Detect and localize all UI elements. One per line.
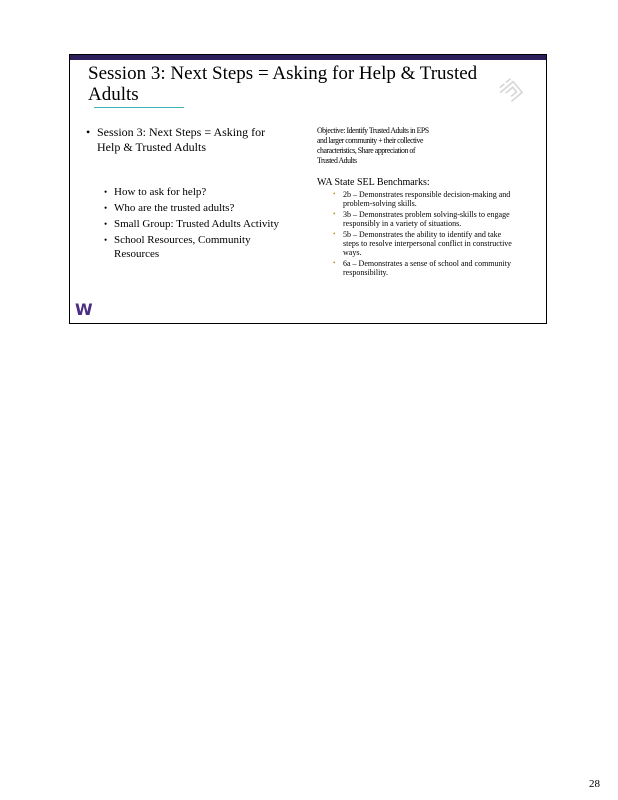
- left-column: [86, 125, 286, 263]
- list-item: • How to ask for help?: [104, 185, 286, 199]
- objective-text: Objective: Identify Trusted Adults in EPS and larger community + their collective characteristics, Share appreciation of Trusted Adults: [317, 125, 429, 165]
- list-item: • School Resources, Community Resources: [104, 233, 286, 261]
- sub-bullet-list: [104, 185, 286, 261]
- slide-thumbnail: [69, 54, 547, 324]
- slide-title-line-2: Adults: [88, 84, 139, 105]
- list-item: • Who are the trusted adults?: [104, 201, 286, 215]
- lead-bullet: • Session 3: Next Steps = Asking for Help & Trusted Adults: [86, 125, 286, 155]
- slide-top-bar: [70, 55, 546, 60]
- slide-title-line-1: Session 3: Next Steps = Asking for Help & Trusted: [88, 63, 478, 84]
- slide-title: [88, 63, 547, 105]
- page-number: 28: [589, 778, 600, 790]
- list-item: • 2b – Demonstrates responsible decision-making and problem-solving skills.: [333, 190, 513, 208]
- list-item: • Small Group: Trusted Adults Activity: [104, 217, 286, 231]
- list-item: • 5b – Demonstrates the ability to identify and take steps to resolve interpersonal conflict in constructive ways.: [333, 230, 513, 257]
- benchmark-list: [333, 190, 517, 277]
- list-item: • 6a – Demonstrates a sense of school and community responsibility.: [333, 259, 513, 277]
- right-column: [317, 125, 517, 279]
- uw-logo: W: [75, 300, 93, 319]
- title-underline: [94, 107, 184, 108]
- list-item: • 3b – Demonstrates problem solving-skills to engage responsibly in a variety of situations.: [333, 210, 513, 228]
- benchmarks-heading: WA State SEL Benchmarks:: [317, 177, 430, 188]
